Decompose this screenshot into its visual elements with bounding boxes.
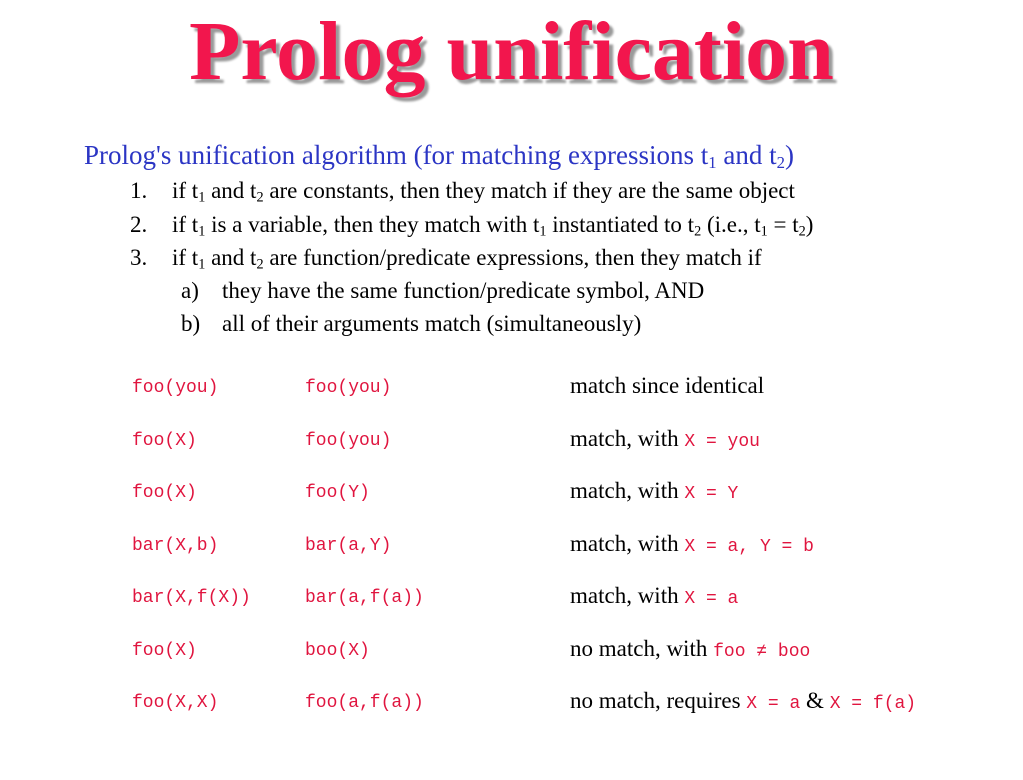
rule-item <box>0 210 1023 240</box>
example-binding: X = a <box>684 589 739 609</box>
rule-text-part: if t <box>172 245 199 270</box>
example-binding: X = a, Y = b <box>684 537 814 557</box>
example-result-text: match, with <box>570 426 685 451</box>
example-term-1: foo(X) <box>132 483 197 503</box>
rule-text-part: are constants, then they match if they are the same object <box>263 178 795 203</box>
example-term-2: boo(X) <box>305 641 370 661</box>
example-term-2: foo(you) <box>305 378 392 398</box>
page-title: Prolog unification <box>189 5 834 98</box>
rule-text-part: and t <box>205 178 257 203</box>
rule-subscript: 2 <box>256 189 264 206</box>
example-result-text: match since identical <box>570 373 765 398</box>
example-row <box>0 580 1023 620</box>
rule-subscript: 1 <box>198 256 206 273</box>
example-binding: X = Y <box>684 484 739 504</box>
example-term-1: bar(X,f(X)) <box>132 588 251 608</box>
example-term-2: bar(a,f(a)) <box>305 588 424 608</box>
rule-subscript: 1 <box>198 189 206 206</box>
rule-subscript: 2 <box>256 256 264 273</box>
example-result <box>570 476 738 509</box>
rule-number: 2. <box>130 212 148 237</box>
intro-text-part: and t <box>716 140 777 170</box>
rule-text <box>172 210 813 240</box>
example-binding: X = a <box>746 694 801 714</box>
intro-text-part: ) <box>785 140 795 170</box>
rule-subscript: 1 <box>198 223 206 240</box>
rule-text <box>172 243 762 273</box>
rule-text-part: if t <box>172 212 199 237</box>
rule-number: 1. <box>130 178 148 203</box>
rule-text-part: and t <box>205 245 257 270</box>
example-row <box>0 633 1023 673</box>
rule-subscript: 2 <box>798 223 806 240</box>
subrule-item <box>0 309 1023 339</box>
example-term-1: foo(X,X) <box>132 693 219 713</box>
rule-item <box>0 176 1023 206</box>
rule-text-part: instantiated to t <box>546 212 695 237</box>
rule-subscript: 1 <box>539 223 547 240</box>
example-result <box>570 634 810 667</box>
subrule-item <box>0 276 1023 306</box>
rule-number: 3. <box>130 245 148 270</box>
example-term-2: foo(Y) <box>305 483 370 503</box>
example-result <box>570 424 760 457</box>
rule-text-part: ) <box>805 212 814 237</box>
example-result-text: match, with <box>570 478 685 503</box>
rule-text <box>172 176 795 206</box>
example-row <box>0 423 1023 463</box>
example-row <box>0 685 1023 725</box>
example-binding-2: X = f(a) <box>829 694 917 714</box>
rule-item <box>0 243 1023 273</box>
rule-text-part: is a variable, then they match with t <box>205 212 540 237</box>
subrule-letter: b) <box>181 311 201 336</box>
example-term-1: bar(X,b) <box>132 536 219 556</box>
example-result-text: no match, requires <box>570 688 747 713</box>
rule-text-part: = t <box>767 212 799 237</box>
example-result <box>570 529 814 562</box>
example-result <box>570 371 764 404</box>
example-term-1: foo(you) <box>132 378 219 398</box>
rule-text-part: are function/predicate expressions, then they match if <box>263 245 762 270</box>
rule-subscript: 2 <box>694 223 702 240</box>
intro-subscript: 2 <box>776 153 786 173</box>
example-result <box>570 686 916 719</box>
example-term-1: foo(X) <box>132 431 197 451</box>
example-term-1: foo(X) <box>132 641 197 661</box>
rule-subscript: 1 <box>760 223 768 240</box>
example-term-2: foo(a,f(a)) <box>305 693 424 713</box>
example-result <box>570 581 738 614</box>
intro-subscript: 1 <box>708 153 717 173</box>
subrule-text: all of their arguments match (simultaneously) <box>222 311 642 336</box>
example-row <box>0 475 1023 515</box>
example-row <box>0 370 1023 410</box>
example-binding: foo ≠ boo <box>713 642 811 662</box>
example-term-2: foo(you) <box>305 431 392 451</box>
intro-text-part: Prolog's unification algorithm (for matching expressions t <box>84 140 709 170</box>
example-row <box>0 528 1023 568</box>
example-binding: X = you <box>684 432 760 452</box>
example-result-text: match, with <box>570 531 685 556</box>
rule-text-part: (i.e., t <box>701 212 761 237</box>
example-result-text: no match, with <box>570 636 714 661</box>
subrule-text: they have the same function/predicate symbol, AND <box>222 278 705 303</box>
intro-text <box>84 138 794 172</box>
example-result-text: match, with <box>570 583 685 608</box>
example-term-2: bar(a,Y) <box>305 536 392 556</box>
example-conjunction: & <box>800 688 830 713</box>
rule-text-part: if t <box>172 178 199 203</box>
subrule-letter: a) <box>181 278 199 303</box>
